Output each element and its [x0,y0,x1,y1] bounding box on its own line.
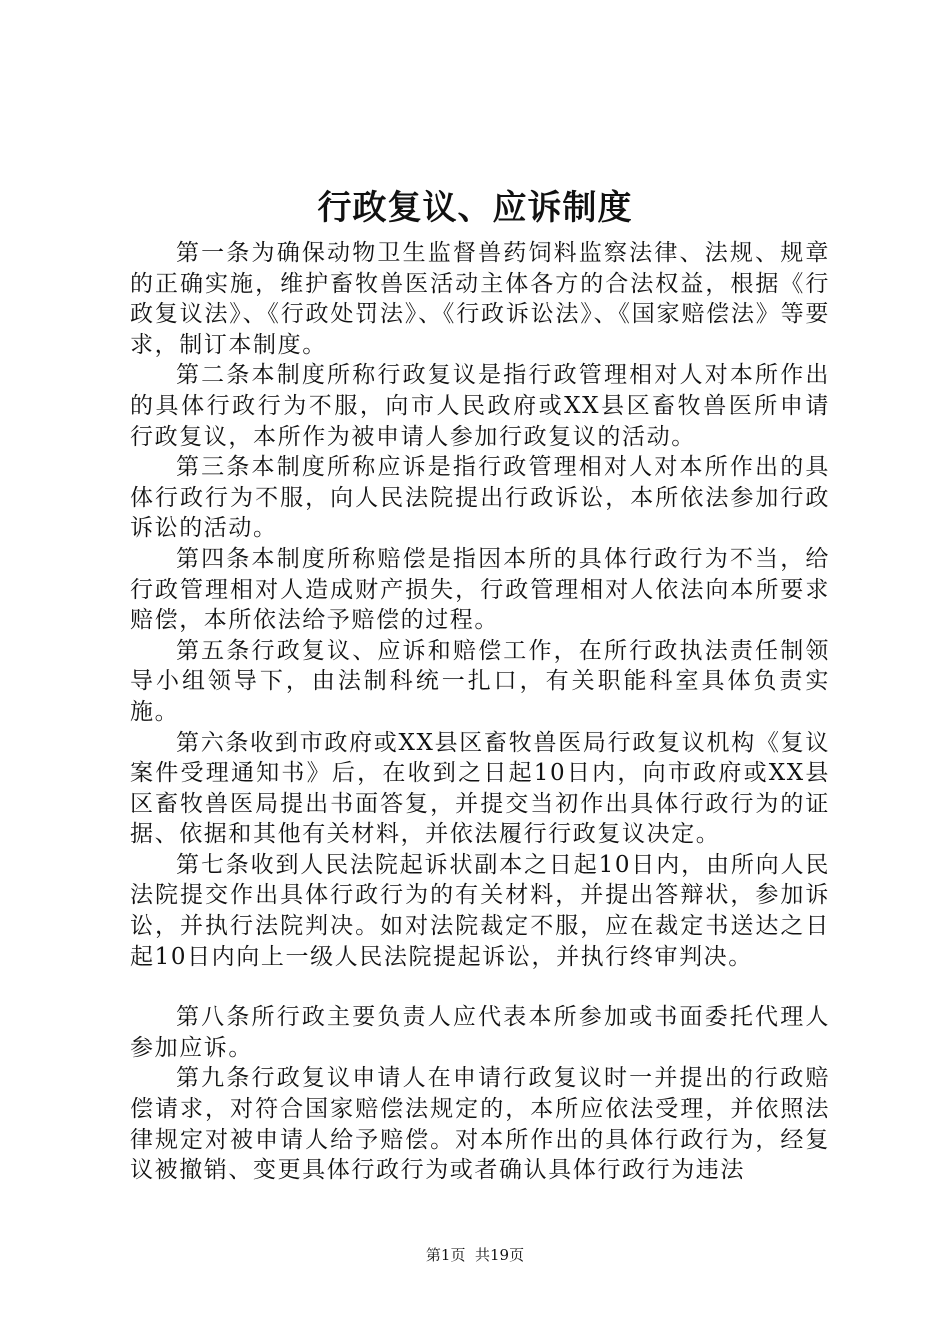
document-body [130,238,830,1186]
article-6-paragraph: 第六条收到市政府或XX县区畜牧兽医局行政复议机构《复议案件受理通知书》后，在收到之日起10日内，向市政府或XX县区畜牧兽医局提出书面答复，并提交当初作出具体行政行为的证据、依据和其他有关材料，并依法履行行政复议决定。 [130,729,830,848]
document-title: 行政复议、应诉制度 [317,188,633,228]
article-9-paragraph: 第九条行政复议申请人在申请行政复议时一并提出的行政赔偿请求，对符合国家赔偿法规定的，本所应依法受理，并依照法律规定对被申请人给予赔偿。对本所作出的具体行政行为，经复议被撤销、变更具体行政行为或者确认具体行政行为违法 [130,1065,830,1184]
article-1-paragraph: 第一条为确保动物卫生监督兽药饲料监察法律、法规、规章的正确实施，维护畜牧兽医活动主体各方的合法权益，根据《行政复议法》、《行政处罚法》、《行政诉讼法》、《国家赔偿法》等要求，制订本制度。 [130,240,830,358]
article-4-paragraph: 第四条本制度所称赔偿是指因本所的具体行政行为不当，给行政管理相对人造成财产损失，行政管理相对人依法向本所要求赔偿，本所依法给予赔偿的过程。 [130,545,830,634]
page-number: 第1页 [425,1246,466,1264]
article-7-paragraph: 第七条收到人民法院起诉状副本之日起10日内，由所向人民法院提交作出具体行政行为的有关材料，并提出答辩状，参加诉讼，并执行法院判决。如对法院裁定不服，应在裁定书送达之日起10日内向上一级人民法院提起诉讼，并执行终审判决。 [130,851,830,970]
article-5-paragraph: 第五条行政复议、应诉和赔偿工作，在所行政执法责任制领导小组领导下，由法制科统一扎口，有关职能科室具体负责实施。 [130,637,830,725]
page-total: 共19页 [475,1246,525,1264]
article-3-paragraph: 第三条本制度所称应诉是指行政管理相对人对本所作出的具体行政行为不服，向人民法院提出行政诉讼，本所依法参加行政诉讼的活动。 [130,454,830,542]
article-2-paragraph: 第二条本制度所称行政复议是指行政管理相对人对本所作出的具体行政行为不服，向市人民政府或XX县区畜牧兽医所申请行政复议，本所作为被申请人参加行政复议的活动。 [130,362,830,450]
page-footer [0,1244,950,1266]
article-8-paragraph: 第八条所行政主要负责人应代表本所参加或书面委托代理人参加应诉。 [130,1004,830,1061]
